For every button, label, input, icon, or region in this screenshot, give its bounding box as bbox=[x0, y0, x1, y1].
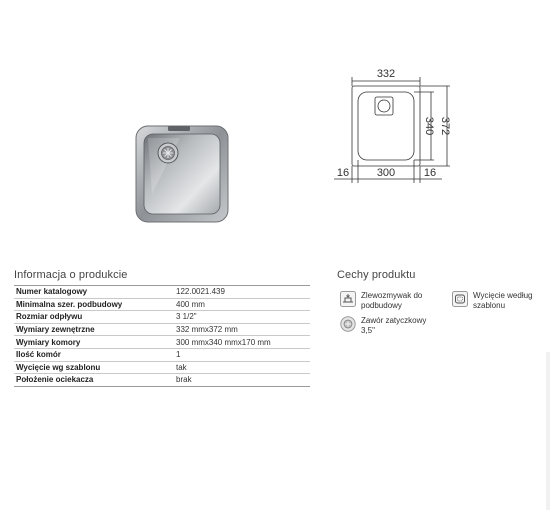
sink-outline bbox=[352, 86, 420, 166]
template-cutout-icon bbox=[452, 291, 468, 307]
undermount-sink-icon bbox=[340, 291, 356, 307]
dimension-drawing bbox=[330, 68, 545, 193]
page-edge bbox=[546, 352, 550, 510]
row-value: 332 mmx372 mm bbox=[174, 323, 310, 336]
row-value: 122.0021.439 bbox=[174, 286, 310, 299]
row-label: Położenie ociekacza bbox=[14, 374, 174, 387]
feature-drain-valve bbox=[340, 316, 439, 335]
row-value: 300 mmx340 mmx170 mm bbox=[174, 336, 310, 349]
table-row bbox=[14, 311, 310, 324]
row-value: brak bbox=[174, 374, 310, 387]
drain-valve-icon bbox=[340, 316, 356, 332]
dim-left-flange: 16 bbox=[336, 167, 350, 179]
table-row bbox=[14, 361, 310, 374]
table-row bbox=[14, 336, 310, 349]
bowl-outline bbox=[358, 92, 414, 160]
row-label: Wymiary zewnętrzne bbox=[14, 323, 174, 336]
row-label: Numer katalogowy bbox=[14, 286, 174, 299]
row-value: 400 mm bbox=[174, 298, 310, 311]
table-row bbox=[14, 323, 310, 336]
table-row bbox=[14, 286, 310, 299]
table-row bbox=[14, 298, 310, 311]
dim-bottom-width: 300 bbox=[376, 167, 396, 179]
row-label: Wymiary komory bbox=[14, 336, 174, 349]
row-label: Wycięcie wg szablonu bbox=[14, 361, 174, 374]
dim-right-flange: 16 bbox=[423, 167, 437, 179]
feature-text: Zlewozmywak do podbudowy bbox=[361, 291, 423, 310]
feature-undermount bbox=[340, 291, 439, 310]
info-section-title: Informacja o produkcie bbox=[14, 269, 128, 281]
features-section-title: Cechy produktu bbox=[337, 269, 416, 281]
row-label: Rozmiar odpływu bbox=[14, 311, 174, 324]
row-label: Ilość komór bbox=[14, 348, 174, 361]
row-label: Minimalna szer. podbudowy bbox=[14, 298, 174, 311]
feature-text: Wycięcie według szablonu bbox=[473, 291, 533, 310]
feature-text: Zawór zatyczkowy 3,5" bbox=[361, 316, 427, 335]
row-value: 1 bbox=[174, 348, 310, 361]
info-table bbox=[14, 285, 310, 387]
drain-circle bbox=[378, 100, 390, 112]
dim-outer-height: 372 bbox=[439, 116, 451, 136]
dim-top-width: 332 bbox=[376, 68, 396, 80]
row-value: 3 1/2" bbox=[174, 311, 310, 324]
row-value: tak bbox=[174, 361, 310, 374]
sink-photo bbox=[134, 124, 230, 224]
table-row bbox=[14, 348, 310, 361]
table-row bbox=[14, 374, 310, 387]
feature-template-cutout bbox=[452, 291, 550, 310]
dim-inner-height: 340 bbox=[423, 116, 435, 136]
